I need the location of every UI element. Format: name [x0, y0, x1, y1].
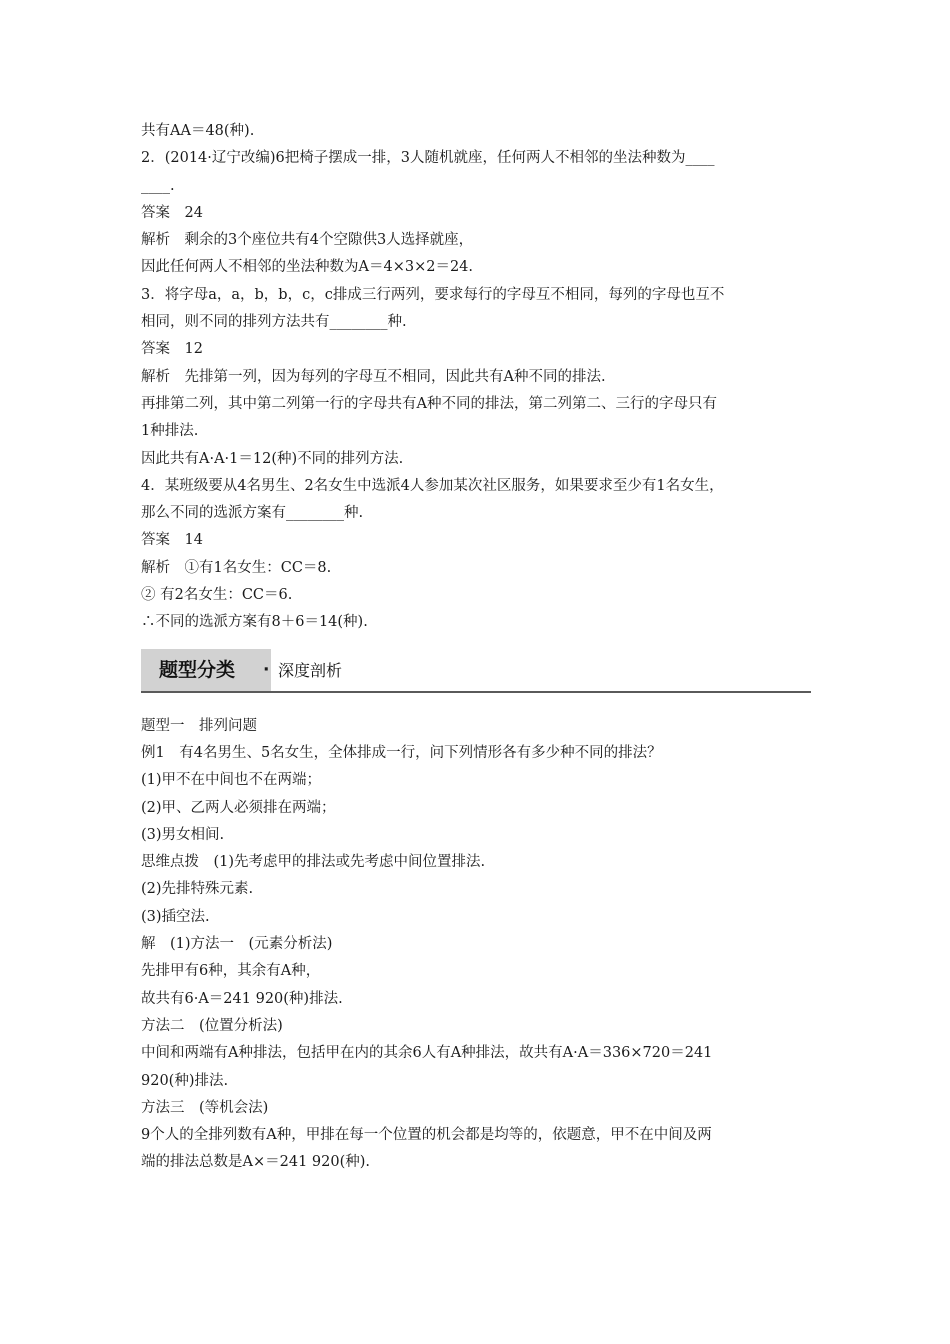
- text-line: 答案 24: [141, 204, 203, 221]
- text-line: (3)男女相间.: [141, 826, 225, 843]
- text-line: 故共有6·A＝241 920(种)排法.: [141, 990, 343, 1007]
- text-line: 中间和两端有A种排法，包括甲在内的其余6人有A种排法，故共有A·A＝336×720＝241: [141, 1045, 713, 1062]
- document-page: [141, 118, 811, 1177]
- text-line: ∴不同的选派方案有8＋6＝14(种).: [141, 614, 368, 631]
- text-line: 3．将字母a，a，b，b，c，c排成三行两列，要求每行的字母互不相同，每列的字母也互不: [141, 286, 725, 303]
- text-line: 例1 有4名男生、5名女生，全体排成一行，问下列情形各有多少种不同的排法？: [141, 744, 662, 761]
- text-line: 端的排法总数是A×＝241 920(种).: [141, 1154, 371, 1171]
- text-line: 相同，则不同的排列方法共有________种.: [141, 314, 407, 331]
- text-line: 920(种)排法.: [141, 1072, 229, 1089]
- text-line: ____.: [141, 177, 175, 194]
- text-line: 解 (1)方法一 (元素分析法): [141, 936, 333, 953]
- text-line: 那么不同的选派方案有________种.: [141, 505, 364, 522]
- text-line: ② 有2名女生：CC＝6.: [141, 587, 293, 604]
- text-line: 方法三 (等机会法): [141, 1099, 269, 1116]
- text-line: 思维点拨 (1)先考虑甲的排法或先考虑中间位置排法.: [141, 854, 486, 871]
- text-line: 答案 12: [141, 341, 203, 358]
- text-line: 题型一 排列问题: [141, 717, 257, 734]
- text-line: 9个人的全排列数有A种，甲排在每一个位置的机会都是均等的，依题意，甲不在中间及两: [141, 1127, 712, 1144]
- text-line: (3)插空法.: [141, 908, 210, 925]
- section-title: 题型分类: [159, 658, 236, 681]
- text-line: 解析 剩余的3个座位共有4个空隙供3人选择就座，: [141, 232, 474, 249]
- text-line: 先排甲有6种，其余有A种，: [141, 963, 321, 980]
- section-subtitle: 深度剖析: [278, 660, 343, 680]
- section-dot: ·: [263, 659, 270, 680]
- section-header-rule: [141, 691, 811, 693]
- section-header: [141, 649, 811, 693]
- bottom-text-block: [141, 713, 811, 1177]
- text-line: (2)先排特殊元素.: [141, 881, 254, 898]
- top-text-block: [141, 118, 811, 637]
- text-line: 共有AA＝48(种).: [141, 123, 255, 139]
- text-line: 因此共有A·A·1＝12(种)不同的排列方法.: [141, 450, 404, 467]
- text-line: 1种排法.: [141, 423, 199, 440]
- text-line: 4．某班级要从4名男生、2名女生中选派4人参加某次社区服务，如果要求至少有1名女生，: [141, 477, 724, 494]
- text-line: 因此任何两人不相邻的坐法种数为A＝4×3×2＝24.: [141, 259, 474, 276]
- text-line: 解析 先排第一列，因为每列的字母互不相同，因此共有A种不同的排法.: [141, 368, 606, 385]
- text-line: 再排第二列，其中第二列第一行的字母共有A种不同的排法，第二列第二、三行的字母只有: [141, 395, 717, 412]
- text-line: (2)甲、乙两人必须排在两端；: [141, 799, 336, 816]
- text-line: 解析 ①有1名女生：CC＝8.: [141, 559, 332, 576]
- text-line: (1)甲不在中间也不在两端；: [141, 772, 322, 789]
- text-line: 2．(2014·辽宁改编)6把椅子摆成一排，3人随机就座，任何两人不相邻的坐法种数为____: [141, 150, 715, 167]
- text-line: 方法二 (位置分析法): [141, 1017, 283, 1034]
- text-line: 答案 14: [141, 532, 203, 549]
